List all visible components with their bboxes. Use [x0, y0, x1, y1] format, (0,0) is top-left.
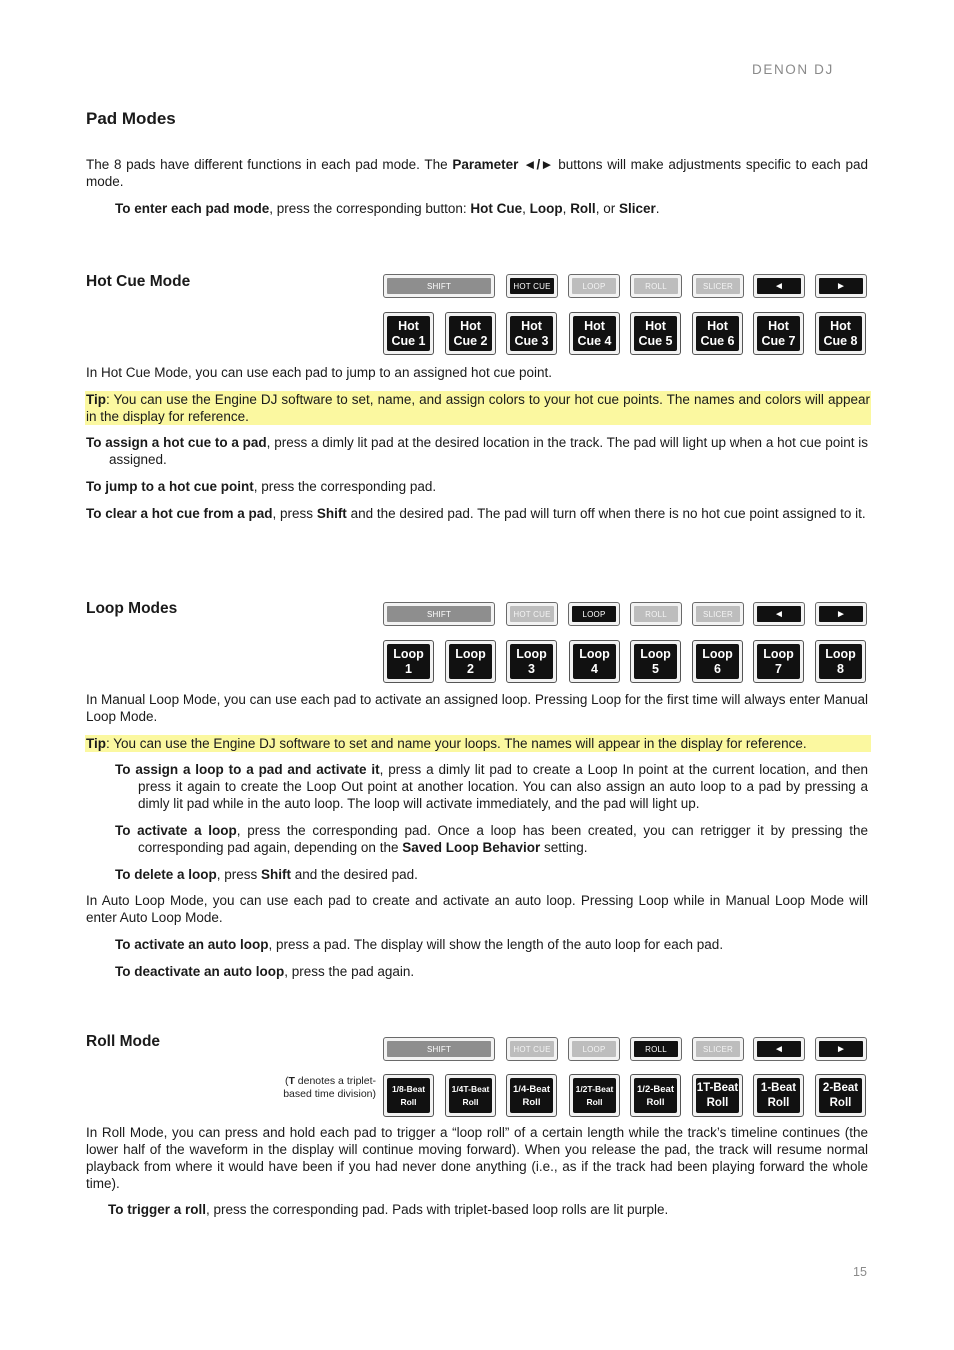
shift-button: SHIFT	[383, 274, 495, 298]
pad: 1/4T-Beat Roll	[445, 1074, 496, 1117]
pad: Hot Cue 3	[506, 312, 557, 355]
pad: 1/2T-Beat Roll	[569, 1074, 620, 1117]
roll-button: ROLL	[630, 602, 682, 626]
deactivate-auto-loop-instruction: To deactivate an auto loop, press the pad again.	[115, 964, 415, 979]
intro-paragraph: The 8 pads have different functions in each pad mode. The Parameter ◄/► buttons will make adjustments specific to each pad mode.	[86, 157, 868, 189]
hot-cue-button: HOT CUE	[506, 1037, 558, 1061]
manual-loop-description: In Manual Loop Mode, you can use each pad to activate an assigned loop. Pressing Loop for the first time will always enter Manual Loop Mode.	[86, 692, 868, 724]
loop-button: LOOP	[568, 602, 620, 626]
roll-mode-heading: Roll Mode	[86, 1033, 161, 1050]
arrow-right-icon: ►	[819, 1041, 863, 1057]
assign-loop-instruction: To assign a loop to a pad and activate it, press a dimly lit pad to create a Loop In point at the current location, and then press it again to create the Loop Out point at another location. You can also assign an auto loop to a pad by pressing a dimly lit pad while in the auto loop. The loop will activate immediately, and the pad will light up.	[115, 762, 868, 811]
pad: Hot Cue 5	[630, 312, 681, 355]
pad: Loop 8	[815, 640, 866, 683]
slicer-button: SLICER	[692, 602, 744, 626]
pad: 1T-Beat Roll	[692, 1074, 743, 1117]
parameter-left-button	[753, 602, 805, 626]
roll-button: ROLL	[630, 274, 682, 298]
slicer-button: SLICER	[692, 1037, 744, 1061]
shift-button: SHIFT	[383, 1037, 495, 1061]
hot-cue-button: HOT CUE	[506, 602, 558, 626]
pad: Hot Cue 4	[569, 312, 620, 355]
arrow-right-icon: ►	[819, 278, 863, 294]
pad: Loop 6	[692, 640, 743, 683]
parameter-right-button	[815, 1037, 867, 1061]
pad: Loop 7	[753, 640, 804, 683]
brand-logo: DENON DJ	[752, 62, 834, 77]
pad: Loop 4	[569, 640, 620, 683]
pad: 2-Beat Roll	[815, 1074, 866, 1117]
delete-loop-instruction: To delete a loop, press Shift and the desired pad.	[115, 867, 418, 882]
loop-modes-heading: Loop Modes	[86, 600, 178, 617]
pad: Hot Cue 1	[383, 312, 434, 355]
arrow-left-icon: ◄	[757, 278, 801, 294]
parameter-right-button	[815, 602, 867, 626]
parameter-left-button	[753, 274, 805, 298]
roll-button: ROLL	[630, 1037, 682, 1061]
pad: Loop 2	[445, 640, 496, 683]
jump-hot-cue-instruction: To jump to a hot cue point, press the corresponding pad.	[86, 479, 437, 494]
auto-loop-description: In Auto Loop Mode, you can use each pad to create and activate an auto loop. Pressing Loop while in Manual Loop Mode will enter Auto Loop Mode.	[86, 893, 868, 925]
hot-cue-tip: Tip: You can use the Engine DJ software to set, name, and assign colors to your hot cue points. The names and colors will appear in the display for reference.	[86, 392, 870, 424]
pad: 1/4-Beat Roll	[506, 1074, 557, 1117]
hot-cue-mode-heading: Hot Cue Mode	[86, 273, 191, 290]
clear-hot-cue-instruction: To clear a hot cue from a pad, press Shift and the desired pad. The pad will turn off when there is no hot cue point assigned to it.	[86, 506, 866, 521]
pad: Loop 5	[630, 640, 681, 683]
pad: 1/8-Beat Roll	[383, 1074, 434, 1117]
loop-button: LOOP	[568, 1037, 620, 1061]
pad: 1-Beat Roll	[753, 1074, 804, 1117]
activate-loop-instruction: To activate a loop, press the corresponding pad. Once a loop has been created, you can retrigger it by pressing the corresponding pad again, depending on the Saved Loop Behavior setting.	[115, 823, 868, 855]
enter-pad-mode-instruction: To enter each pad mode, press the corresponding button: Hot Cue, Loop, Roll, or Slicer.	[115, 201, 660, 216]
pad: Hot Cue 6	[692, 312, 743, 355]
assign-hot-cue-instruction: To assign a hot cue to a pad, press a dimly lit pad at the desired location in the track. The pad will light up when a hot cue point is assigned.	[86, 435, 868, 467]
loop-button: LOOP	[568, 274, 620, 298]
hot-cue-button: HOT CUE	[506, 274, 558, 298]
activate-auto-loop-instruction: To activate an auto loop, press a pad. The display will show the length of the auto loop for each pad.	[115, 937, 724, 952]
arrow-left-icon: ◄	[757, 1041, 801, 1057]
arrow-right-icon: ►	[819, 606, 863, 622]
loop-tip: Tip: You can use the Engine DJ software to set and name your loops. The names will appear in the display for reference.	[85, 735, 871, 752]
trigger-roll-instruction: To trigger a roll, press the corresponding pad. Pads with triplet-based loop rolls are lit purple.	[108, 1202, 669, 1217]
pad: Hot Cue 2	[445, 312, 496, 355]
slicer-button: SLICER	[692, 274, 744, 298]
parameter-left-button	[753, 1037, 805, 1061]
roll-description: In Roll Mode, you can press and hold each pad to trigger a “loop roll” of a certain length while the track’s timeline continues (the lower half of the waveform in the display will continue moving forward). When you release the pad, the track will resume normal playback from where it would have been if you had never done anything (i.e., as if the track had been playing forward the whole time).	[86, 1125, 868, 1191]
parameter-right-button	[815, 274, 867, 298]
pad: Loop 3	[506, 640, 557, 683]
shift-button: SHIFT	[383, 602, 495, 626]
triplet-note: (T denotes a triplet-based time division)	[283, 1075, 376, 1100]
pad: Hot Cue 7	[753, 312, 804, 355]
hot-cue-description: In Hot Cue Mode, you can use each pad to jump to an assigned hot cue point.	[86, 365, 553, 380]
pad: Loop 1	[383, 640, 434, 683]
page-title: Pad Modes	[86, 109, 176, 128]
pad: Hot Cue 8	[815, 312, 866, 355]
arrow-left-icon: ◄	[757, 606, 801, 622]
page-number: 15	[853, 1265, 867, 1279]
pad: 1/2-Beat Roll	[630, 1074, 681, 1117]
